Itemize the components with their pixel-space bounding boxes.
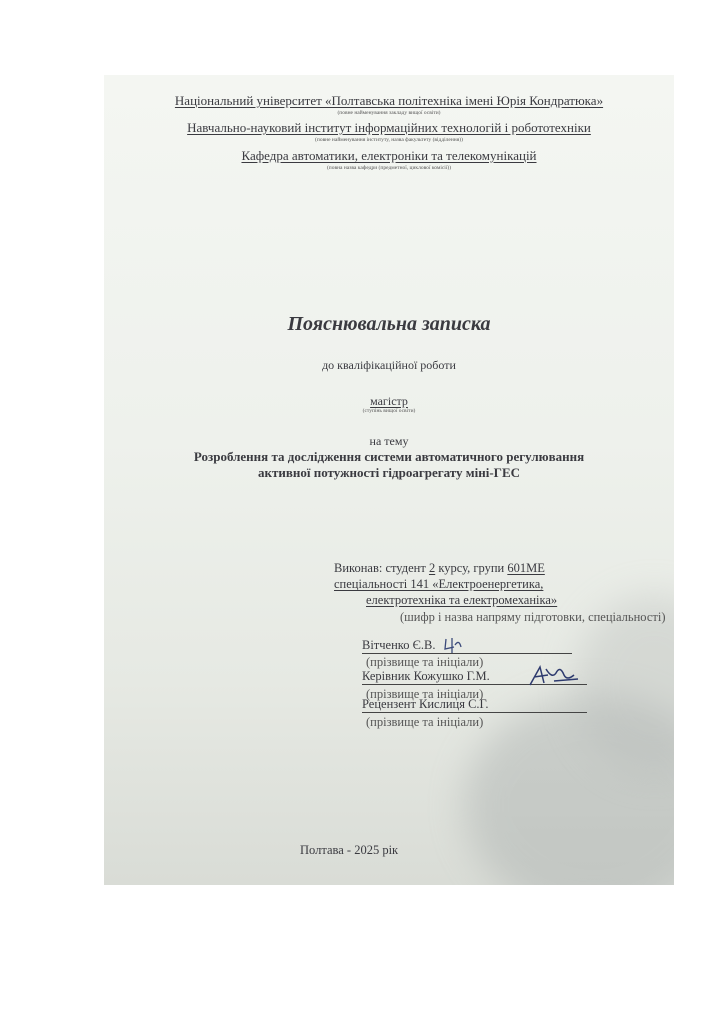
document-page bbox=[104, 75, 674, 885]
reviewer-name: Рецензент Кислиця С.Г. bbox=[362, 697, 587, 713]
institute-note: (повне найменування інституту, назва факультету (відділення)) bbox=[315, 137, 463, 143]
course-suffix: курсу, групи bbox=[438, 561, 505, 575]
supervisor-note: (прізвище та ініціали) bbox=[366, 687, 484, 701]
course-number: 2 bbox=[428, 561, 436, 575]
reviewer-note: (прізвище та ініціали) bbox=[366, 715, 484, 729]
reviewer-signature-line bbox=[362, 697, 587, 713]
document-subtitle: до кваліфікаційної роботи bbox=[322, 358, 456, 372]
author-prefix: Виконав: студент bbox=[334, 561, 426, 575]
university-note: (повне найменування закладу вищої освіти) bbox=[337, 110, 441, 116]
specialty-note: (шифр і назва напряму підготовки, спеціальності) bbox=[400, 610, 666, 624]
institute-name: Навчально-науковий інститут інформаційних технологій і робототехніки bbox=[187, 120, 591, 135]
author-line-2: спеціальності 141 «Електроенергетика, bbox=[334, 577, 544, 591]
topic-label: на тему bbox=[369, 434, 409, 448]
student-note: (прізвище та ініціали) bbox=[366, 655, 484, 669]
department-name: Кафедра автоматики, електроніки та телекомунікацій bbox=[241, 148, 537, 163]
document-title: Пояснювальна записка bbox=[287, 313, 491, 335]
university-name: Національний університет «Полтавська політехніка імені Юрія Кондратюка» bbox=[174, 93, 604, 108]
department-note: (повна назва кафедри (предметної, циклової комісії)) bbox=[326, 165, 452, 171]
author-line-1 bbox=[334, 561, 545, 576]
student-signature-icon bbox=[442, 635, 472, 657]
student-name: Вітченко Є.В. bbox=[362, 638, 572, 654]
degree-note: (ступінь вищої освіти) bbox=[362, 408, 416, 414]
supervisor-name: Керівник Кожушко Г.М. bbox=[362, 669, 587, 685]
place-year: Полтава - 2025 рік bbox=[300, 843, 399, 857]
group-number: 601МЕ bbox=[507, 561, 545, 575]
topic-line-1: Розроблення та дослідження системи автоматичного регулювання bbox=[193, 449, 585, 464]
degree: магістр bbox=[370, 394, 408, 408]
supervisor-signature-icon bbox=[524, 661, 582, 691]
author-line-3: електротехніка та електромеханіка» bbox=[366, 593, 558, 607]
topic-line-2: активної потужності гідроагрегату міні-ГЕС bbox=[257, 465, 521, 480]
